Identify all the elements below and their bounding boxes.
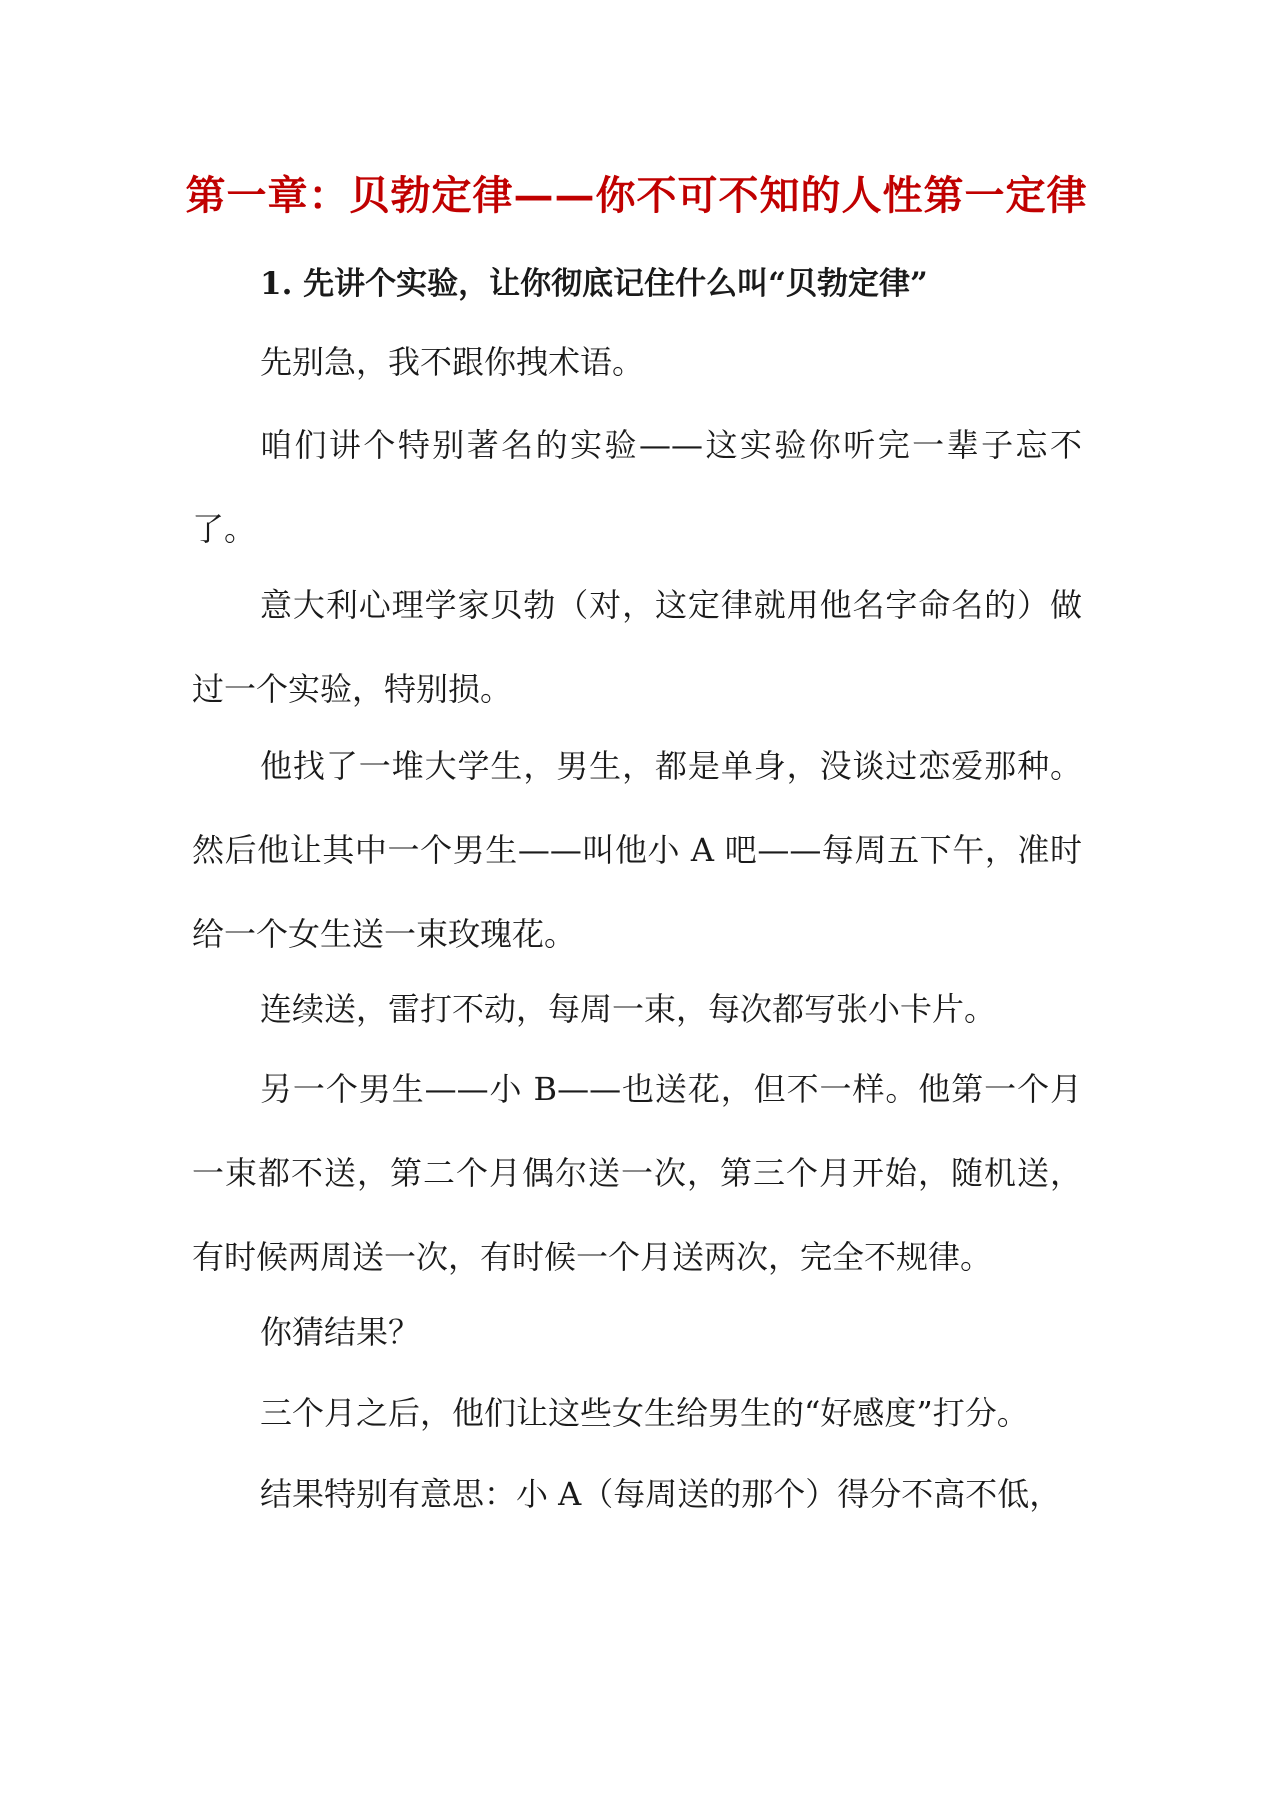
paragraph: 他找了一堆大学生，男生，都是单身，没谈过恋爱那种。然后他让其中一个男生——叫他小 A 吧——每周五下午，准时给一个女生送一束玫瑰花。 xyxy=(192,747,1082,953)
paragraph: 另一个男生——小 B——也送花，但不一样。他第一个月一束都不送，第二个月偶尔送一次，第三个月开始，随机送，有时候两周送一次，有时候一个月送两次，完全不规律。 xyxy=(192,1070,1082,1276)
chapter-title: 第一章：贝勃定律——你不可不知的人性第一定律 xyxy=(185,172,1088,219)
paragraph: 先别急，我不跟你拽术语。 xyxy=(260,343,645,381)
paragraph: 三个月之后，他们让这些女生给男生的“好感度”打分。 xyxy=(260,1394,1029,1432)
section-heading: 1. 先讲个实验，让你彻底记住什么叫“贝勃定律” xyxy=(260,266,928,302)
paragraph: 咱们讲个特别著名的实验——这实验你听完一辈子忘不了。 xyxy=(192,426,1082,548)
paragraph: 连续送，雷打不动，每周一束，每次都写张小卡片。 xyxy=(260,990,997,1028)
paragraph: 你猜结果？ xyxy=(260,1313,421,1351)
paragraph: 结果特别有意思：小 A（每周送的那个）得分不高不低， xyxy=(260,1475,1062,1513)
paragraph: 意大利心理学家贝勃（对，这定律就用他名字命名的）做过一个实验，特别损。 xyxy=(192,586,1082,708)
